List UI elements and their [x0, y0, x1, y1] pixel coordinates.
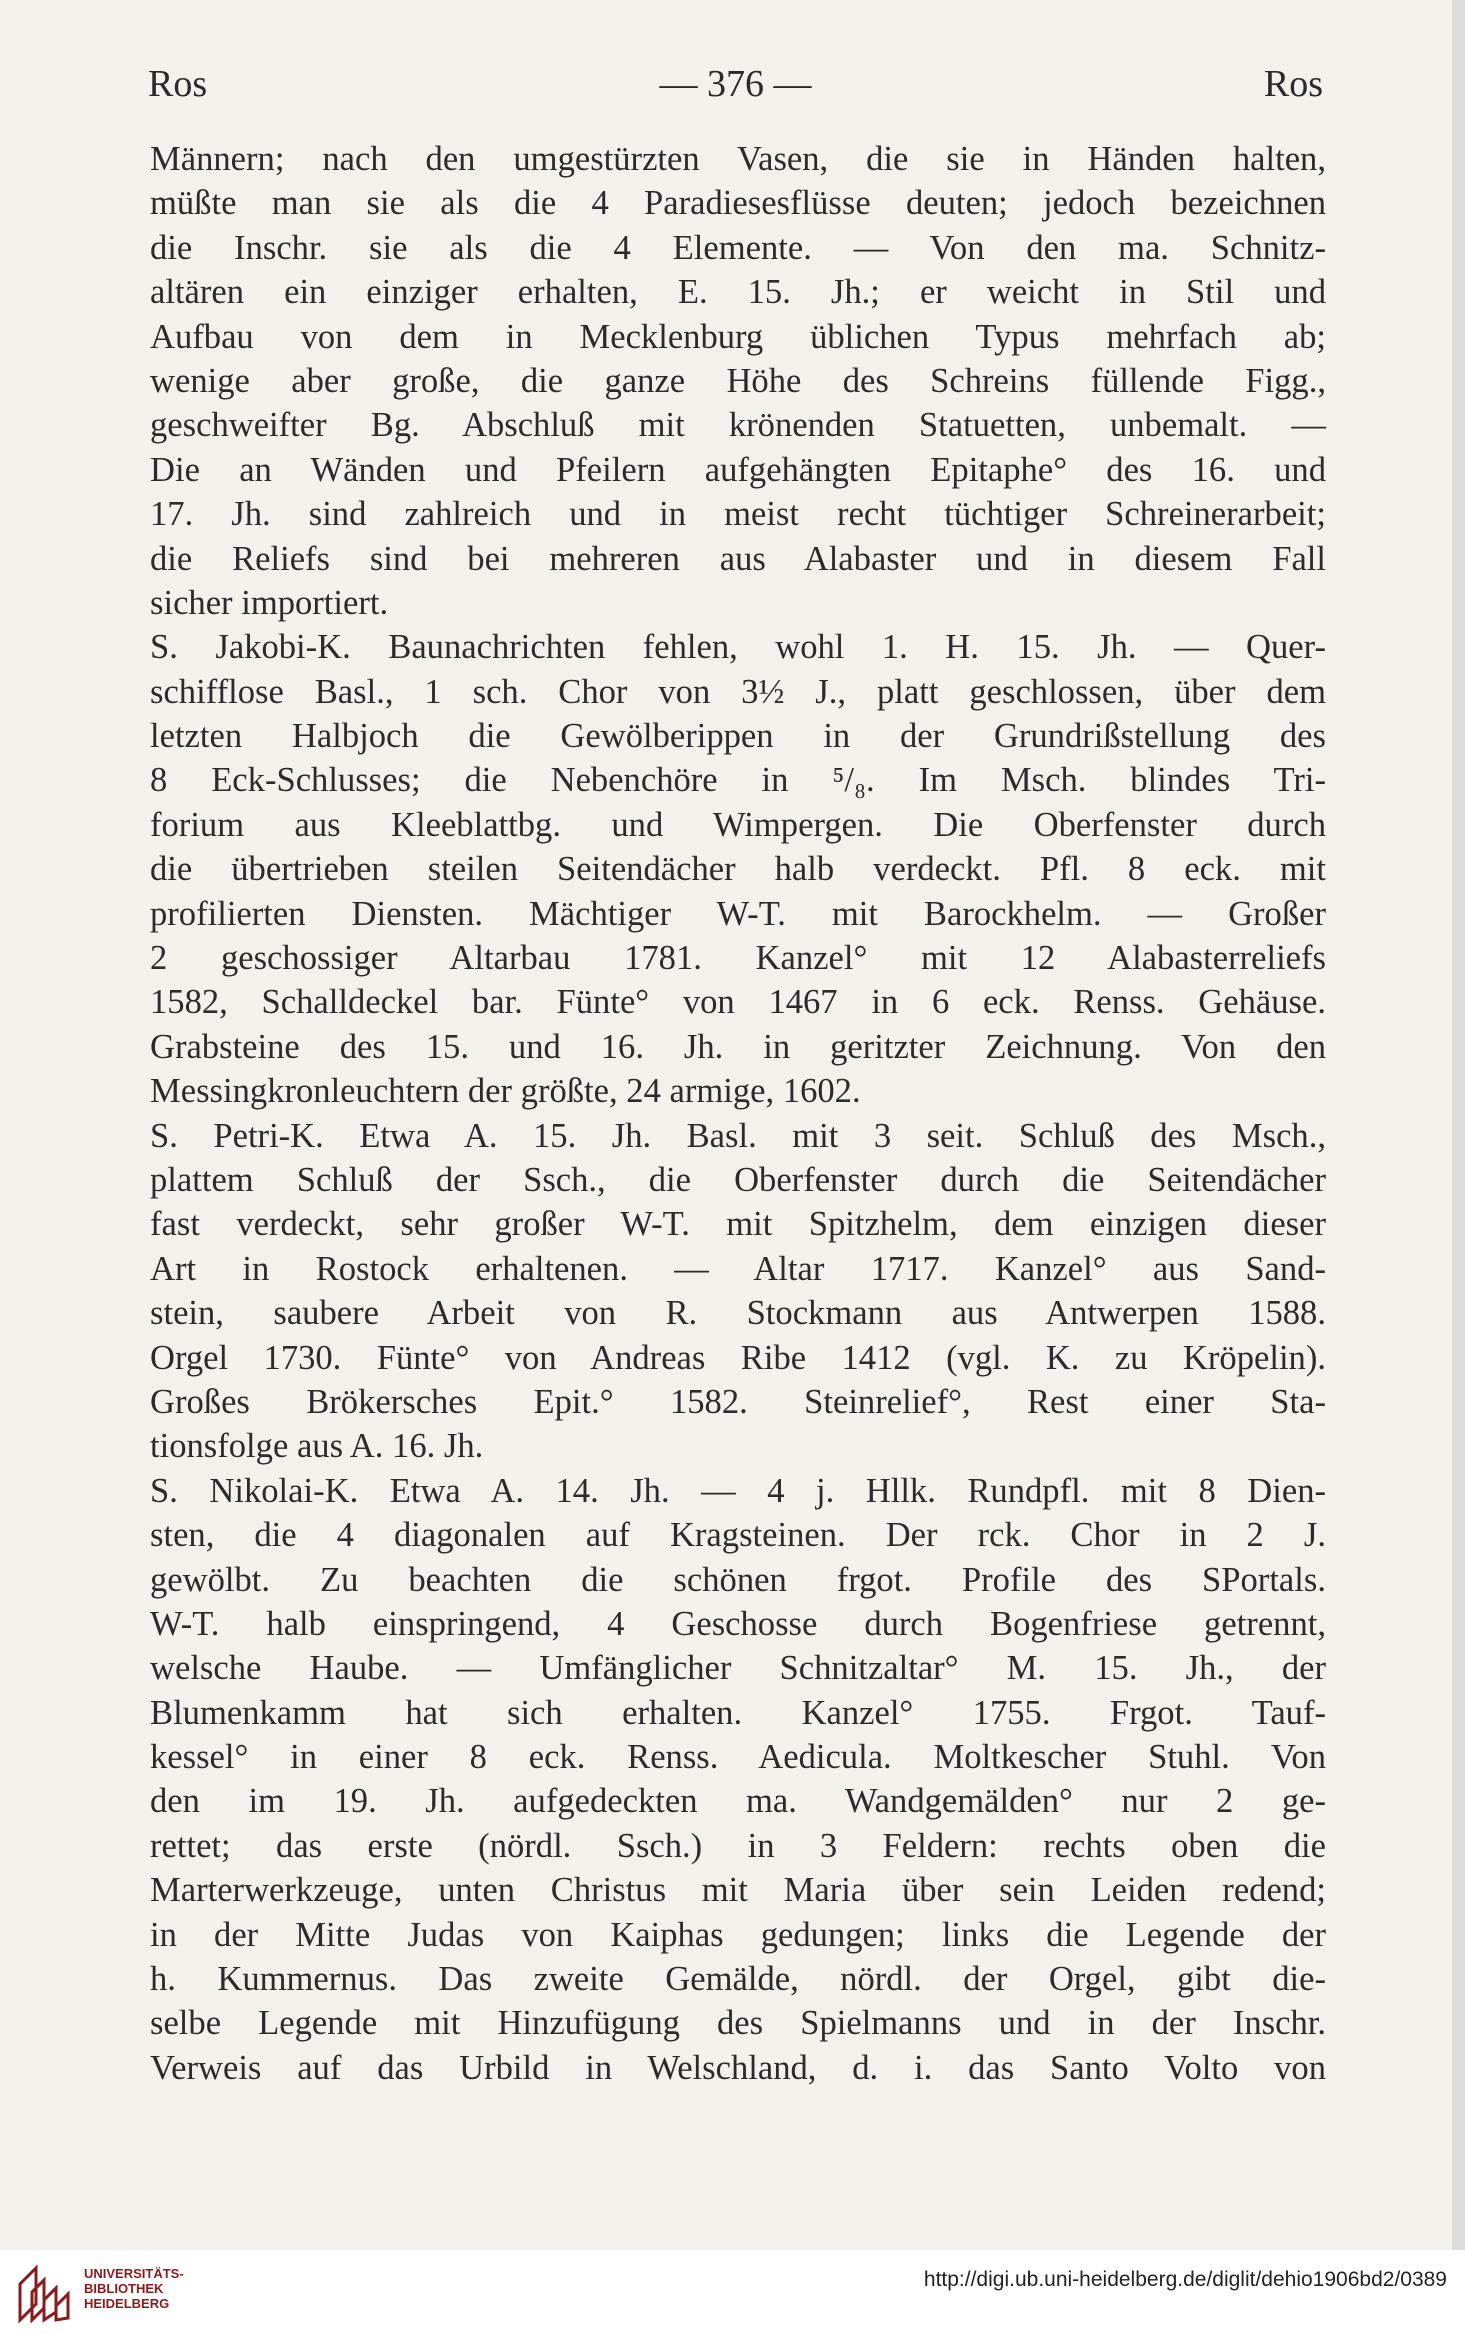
header-left: Ros	[148, 63, 208, 105]
footer-bar	[0, 2250, 1465, 2334]
text-line: den im 19. Jh. aufgedeckten ma. Wandgemälden° nur 2 ge-	[150, 1782, 1326, 1821]
text-line: profilierten Diensten. Mächtiger W-T. mit Barockhelm. — Großer	[150, 894, 1326, 933]
header-right: Ros	[1263, 63, 1323, 105]
text-line: sten, die 4 diagonalen auf Kragsteinen. Der rck. Chor in 2 J.	[150, 1516, 1326, 1555]
text-line: S. Nikolai-K. Etwa A. 14. Jh. — 4 j. Hllk. Rundpfl. mit 8 Dien-	[150, 1471, 1326, 1510]
text-line: Grabsteine des 15. und 16. Jh. in geritzter Zeichnung. Von den	[150, 1027, 1326, 1066]
text-line: rettet; das erste (nördl. Ssch.) in 3 Feldern: rechts oben die	[150, 1826, 1326, 1865]
page-number: — 376 —	[659, 63, 812, 105]
text-line: letzten Halbjoch die Gewölberippen in der Grundrißstellung des	[150, 717, 1326, 756]
text-line: 1582, Schalldeckel bar. Fünte° von 1467 in 6 eck. Renss. Gehäuse.	[150, 983, 1326, 1022]
text-line: sicher importiert.	[150, 583, 389, 622]
text-line: stein, saubere Arbeit von R. Stockmann aus Antwerpen 1588.	[150, 1294, 1326, 1333]
text-line: welsche Haube. — Umfänglicher Schnitzaltar° M. 15. Jh., der	[150, 1649, 1326, 1688]
text-line: Die an Wänden und Pfeilern aufgehängten Epitaphe° des 16. und	[150, 450, 1326, 489]
text-line: wenige aber große, die ganze Höhe des Schreins füllende Figg.,	[150, 361, 1326, 400]
text-line: S. Petri-K. Etwa A. 15. Jh. Basl. mit 3 seit. Schluß des Msch.,	[150, 1116, 1326, 1155]
running-header	[148, 62, 1323, 114]
library-name-line: BIBLIOTHEK	[84, 2281, 164, 2296]
source-url-link[interactable]: http://digi.ub.uni-heidelberg.de/diglit/dehio1906bd2/0389	[923, 2268, 1447, 2291]
text-line: selbe Legende mit Hinzufügung des Spielmanns und in der Inschr.	[150, 2004, 1326, 2043]
text-line: die übertrieben steilen Seitendächer halb verdeckt. Pfl. 8 eck. mit	[150, 850, 1326, 889]
text-line: tionsfolge aus A. 16. Jh.	[150, 1427, 484, 1466]
text-line: geschweifter Bg. Abschluß mit krönenden Statuetten, unbemalt. —	[150, 406, 1326, 445]
text-line: Großes Brökersches Epit.° 1582. Steinrelief°, Rest einer Sta-	[150, 1382, 1326, 1421]
text-line: Blumenkamm hat sich erhalten. Kanzel° 1755. Frgot. Tauf-	[150, 1693, 1326, 1732]
text-line: gewölbt. Zu beachten die schönen frgot. Profile des SPortals.	[150, 1560, 1326, 1599]
text-line: 2 geschossiger Altarbau 1781. Kanzel° mit 12 Alabasterreliefs	[150, 939, 1326, 978]
text-line: Marterwerkzeuge, unten Christus mit Maria über sein Leiden redend;	[150, 1871, 1326, 1910]
text-line: forium aus Kleeblattbg. und Wimpergen. Die Oberfenster durch	[150, 805, 1326, 844]
body-text	[150, 137, 1326, 2090]
text-line: schifflose Basl., 1 sch. Chor von 3½ J., platt geschlossen, über dem	[150, 672, 1326, 711]
text-line: S. Jakobi-K. Baunachrichten fehlen, wohl 1. H. 15. Jh. — Quer-	[150, 628, 1326, 667]
text-line: Verweis auf das Urbild in Welschland, d. i. das Santo Volto von	[150, 2048, 1326, 2087]
text-line: fast verdeckt, sehr großer W-T. mit Spitzhelm, dem einzigen dieser	[150, 1205, 1326, 1244]
text-line: W-T. halb einspringend, 4 Geschosse durch Bogenfriese getrennt,	[150, 1604, 1326, 1643]
scan-edge	[1452, 0, 1465, 2250]
library-name-line: HEIDELBERG	[84, 2296, 170, 2311]
text-line: h. Kummernus. Das zweite Gemälde, nördl. der Orgel, gibt die-	[150, 1960, 1326, 1999]
text-line: 17. Jh. sind zahlreich und in meist recht tüchtiger Schreinerarbeit;	[150, 495, 1326, 534]
text-line: Art in Rostock erhaltenen. — Altar 1717. Kanzel° aus Sand-	[150, 1249, 1326, 1288]
text-line: altären ein einziger erhalten, E. 15. Jh.; er weicht in Stil und	[150, 273, 1326, 312]
text-line: müßte man sie als die 4 Paradiesesflüsse deuten; jedoch bezeichnen	[150, 184, 1326, 223]
text-line: in der Mitte Judas von Kaiphas gedungen; links die Legende der	[150, 1915, 1326, 1954]
text-line: Männern; nach den umgestürzten Vasen, die sie in Händen halten,	[150, 140, 1326, 178]
library-name-line: UNIVERSITÄTS-	[84, 2266, 184, 2281]
text-line: plattem Schluß der Ssch., die Oberfenster durch die Seitendächer	[150, 1160, 1326, 1199]
text-line: Aufbau von dem in Mecklenburg üblichen Typus mehrfach ab;	[150, 317, 1326, 356]
library-name	[84, 2266, 184, 2311]
text-line: kessel° in einer 8 eck. Renss. Aedicula. Moltkescher Stuhl. Von	[150, 1738, 1326, 1777]
library-logo-icon	[14, 2262, 76, 2324]
text-line: 8 Eck-Schlusses; die Nebenchöre in ⁵/₈. Im Msch. blindes Tri-	[150, 761, 1326, 800]
text-line: Orgel 1730. Fünte° von Andreas Ribe 1412 (vgl. K. zu Kröpelin).	[150, 1338, 1326, 1377]
text-line: die Inschr. sie als die 4 Elemente. — Von den ma. Schnitz-	[150, 228, 1326, 267]
text-line: Messingkronleuchtern der größte, 24 armige, 1602.	[150, 1072, 861, 1111]
text-line: die Reliefs sind bei mehreren aus Alabaster und in diesem Fall	[150, 539, 1326, 578]
